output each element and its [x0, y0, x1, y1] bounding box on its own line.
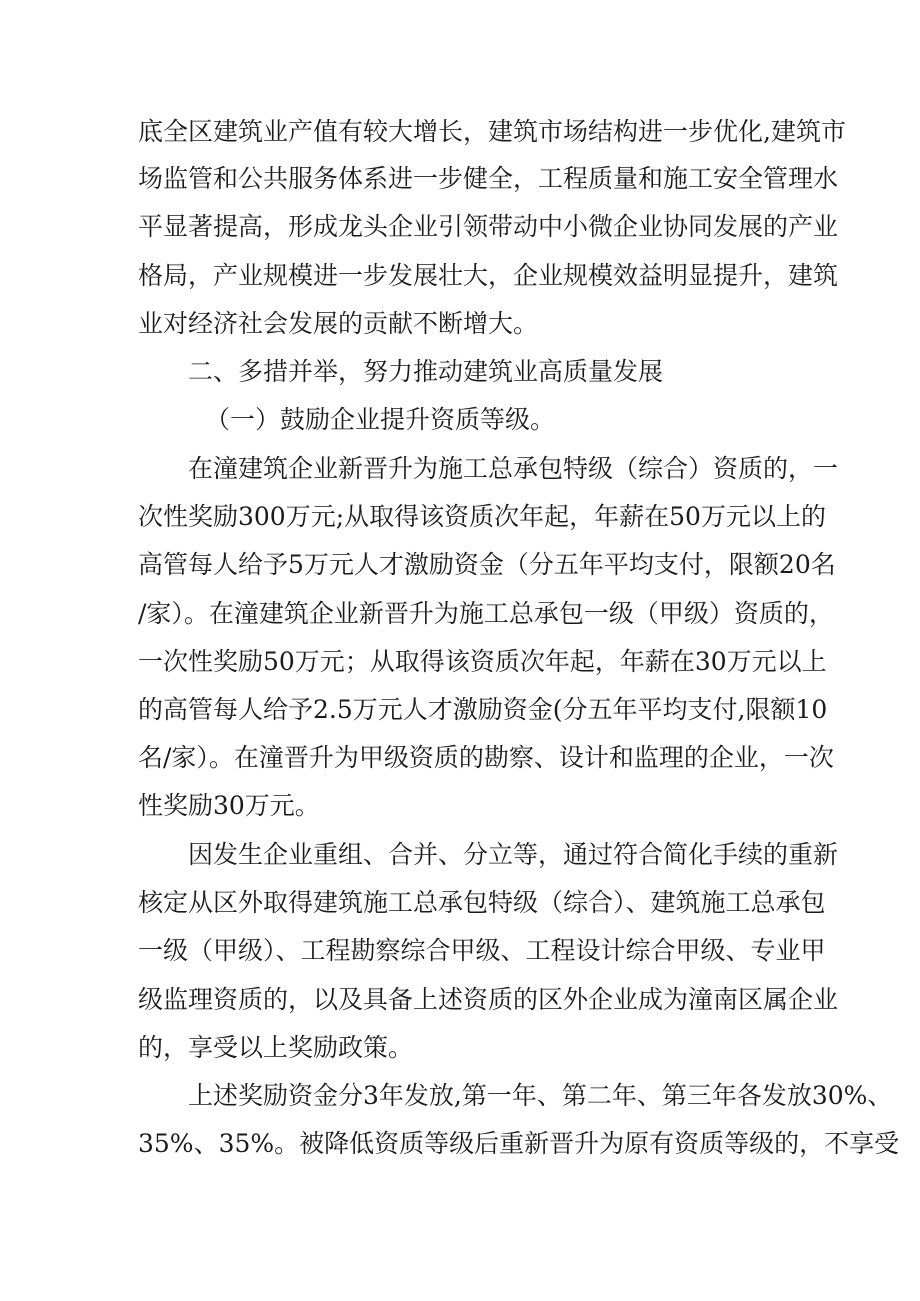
- p2-line-4: /家）。在潼建筑企业新晋升为施工总承包一级（甲级）资质的，: [138, 599, 834, 628]
- p2-line-6: 的高管每人给予2.5万元人才激励资金(分五年平均支付,限额10: [138, 695, 828, 724]
- p2-line-8: 性奖励30万元。: [138, 791, 320, 820]
- p1-line-5: 业对经济社会发展的贡献不断增大。: [138, 309, 539, 338]
- p2-line-2: 次性奖励300万元;从取得该资质次年起，年薪在50万元以上的: [138, 502, 826, 531]
- p3-line-4: 级监理资质的，以及具备上述资质的区外企业成为潼南区属企业: [138, 985, 839, 1014]
- p4-line-2: 35%、35%。被降低资质等级后重新晋升为原有资质等级的，不享受: [138, 1129, 900, 1158]
- p2-line-3: 高管每人给予5万元人才激励资金（分五年平均支付，限额20名: [138, 550, 836, 579]
- p1-line-4: 格局，产业规模进一步发展壮大，企业规模效益明显提升，建筑: [138, 261, 839, 290]
- subsection-heading: （一）鼓励企业提升资质等级。: [205, 405, 556, 434]
- p4-line-1: 上述奖励资金分3年发放,第一年、第二年、第三年各发放30%、: [188, 1081, 893, 1110]
- p3-line-1: 因发生企业重组、合并、分立等，通过符合简化手续的重新: [188, 840, 839, 869]
- p1-line-3: 平显著提高，形成龙头企业引领带动中小微企业协同发展的产业: [138, 212, 839, 241]
- p3-line-2: 核定从区外取得建筑施工总承包特级（综合）、建筑施工总承包: [138, 888, 826, 917]
- p2-line-7: 名/家）。在潼晋升为甲级资质的勘察、设计和监理的企业，一次: [138, 743, 834, 772]
- p1-line-1: 底全区建筑业产值有较大增长，建筑市场结构进一步优化,建筑市: [138, 117, 846, 146]
- section-heading: 二、多措并举，努力推动建筑业高质量发展: [188, 357, 664, 386]
- p2-line-5: 一次性奖励50万元；从取得该资质次年起，年薪在30万元以上: [138, 647, 827, 676]
- p1-line-2: 场监管和公共服务体系进一步健全，工程质量和施工安全管理水: [138, 164, 839, 193]
- p3-line-5: 的，享受以上奖励政策。: [138, 1033, 414, 1062]
- p2-line-1: 在潼建筑企业新晋升为施工总承包特级（综合）资质的，一: [188, 454, 839, 483]
- p3-line-3: 一级（甲级）、工程勘察综合甲级、工程设计综合甲级、专业甲: [138, 936, 826, 965]
